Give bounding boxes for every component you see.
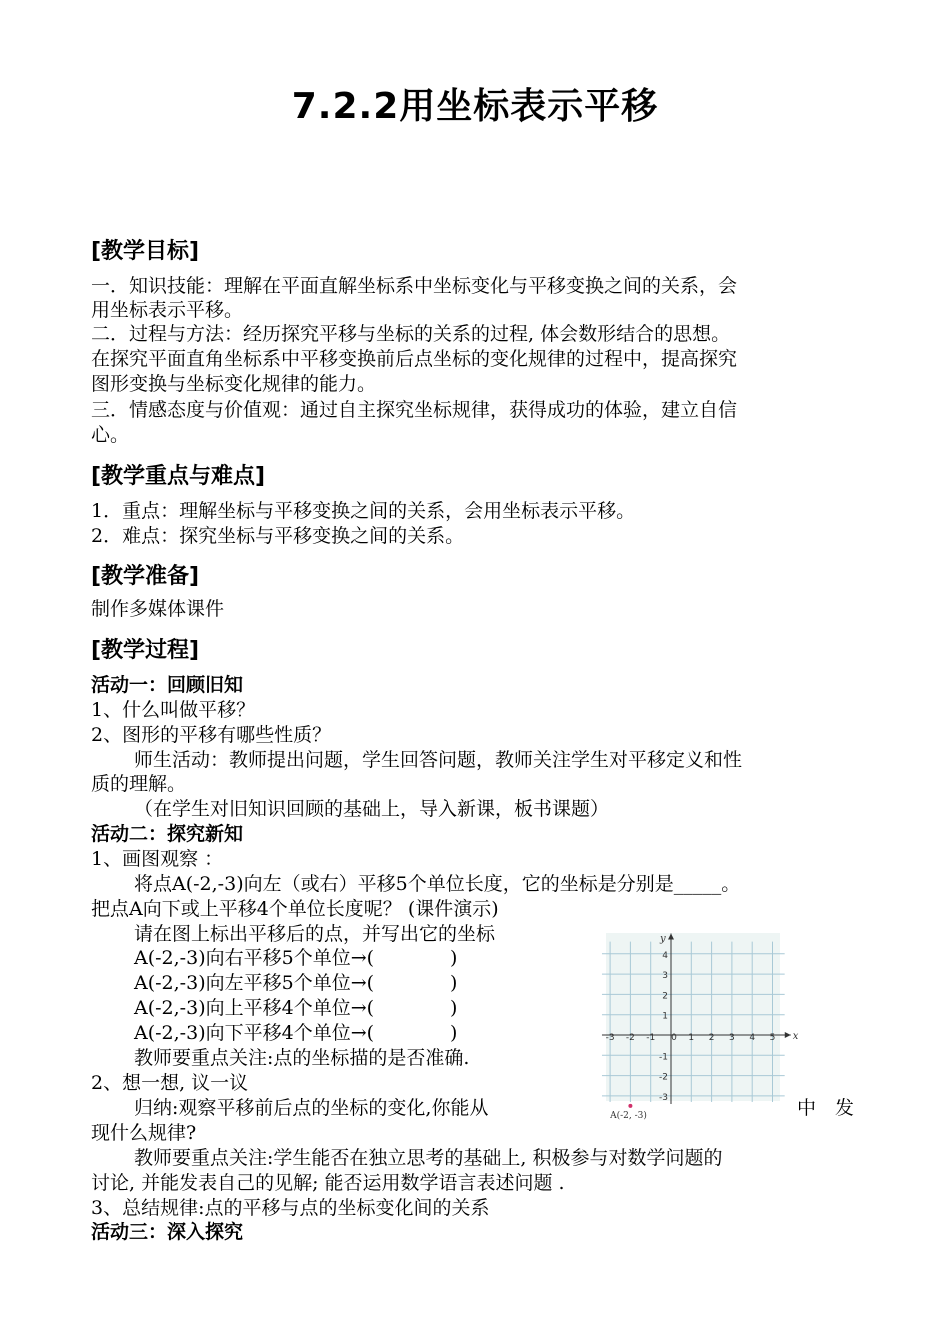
y-tick-label: -1: [659, 1052, 668, 1063]
prep-heading: [教学准备]: [91, 564, 200, 589]
activity2-line: 现什么规律?: [91, 1122, 197, 1144]
goals-line: 在探究平面直角坐标系中平移变换前后点坐标的变化规律的过程中，提高探究: [91, 348, 738, 370]
y-axis-label: y: [660, 933, 666, 945]
activity2-line: 请在图上标出平移后的点，并写出它的坐标: [134, 923, 496, 945]
activity2-line: A(-2,-3)向右平移5个单位→( ): [134, 947, 458, 969]
activity1-title: 活动一：回顾旧知: [91, 674, 244, 696]
x-tick-label: 1: [688, 1033, 695, 1043]
y-tick-label: 4: [662, 950, 668, 961]
activity2-line: 教师要重点关注:点的坐标描的是否准确.: [134, 1047, 470, 1069]
activity2-line: 归纳:观察平移前后点的坐标的变化,你能从: [134, 1097, 489, 1119]
activity2-line: 2、想一想, 议一议: [91, 1072, 249, 1094]
activity2-line: 3、总结规律:点的平移与点的坐标变化间的关系: [91, 1197, 490, 1219]
activity2-line: A(-2,-3)向下平移4个单位→( ): [134, 1022, 458, 1044]
activity2-line: 将点A(-2,-3)向左（或右）平移5个单位长度，它的坐标是分别是_____。: [134, 873, 741, 895]
x-axis-label: x: [792, 1031, 799, 1042]
goals-line: 三．情感态度与价值观：通过自主探究坐标规律，获得成功的体验，建立自信: [91, 399, 738, 421]
y-tick-label: 2: [662, 991, 668, 1002]
goals-line: 一．知识技能：理解在平面直解坐标系中坐标变化与平移变换之间的关系，会: [91, 275, 738, 297]
activity1-line: 师生活动：教师提出问题，学生回答问题，教师关注学生对平移定义和性: [134, 749, 743, 771]
x-tick-label: -1: [646, 1033, 656, 1043]
activity2-line: 讨论, 并能发表自己的见解; 能否运用数学语言表述问题 .: [91, 1172, 565, 1194]
goals-heading: [教学目标]: [91, 239, 200, 264]
activity2-line: A(-2,-3)向左平移5个单位→( ): [134, 972, 458, 994]
activity2-line: 教师要重点关注:学生能否在独立思考的基础上, 积极参与对数学问题的: [134, 1147, 723, 1169]
activity2-title: 活动二：探究新知: [91, 823, 244, 845]
goals-line: 心。: [91, 424, 130, 446]
prep-line: 制作多媒体课件: [91, 598, 225, 620]
x-tick-label: 0: [671, 1033, 677, 1043]
x-axis-arrow: [785, 1032, 791, 1038]
process-heading: [教学过程]: [91, 638, 200, 663]
x-tick-label: 2: [708, 1033, 715, 1043]
activity1-line: （在学生对旧知识回顾的基础上，导入新课，板书课题）: [134, 798, 610, 820]
activity1-line: 1、什么叫做平移？: [91, 699, 256, 721]
x-tick-label: 5: [769, 1033, 776, 1043]
y-tick-label: 3: [662, 971, 668, 982]
keypoints-heading: [教学重点与难点]: [91, 464, 266, 489]
keypoint-line: 2．难点：探究坐标与平移变换之间的关系。: [91, 525, 465, 547]
y-tick-label: -2: [659, 1072, 668, 1083]
point-a-label: A(-2, -3): [610, 1110, 647, 1121]
x-tick-label: -2: [625, 1033, 635, 1043]
x-tick-label: -3: [605, 1033, 615, 1043]
x-tick-label: 4: [749, 1033, 756, 1043]
y-tick-label: 1: [662, 1011, 668, 1022]
activity2-line: A(-2,-3)向上平移4个单位→( ): [134, 997, 458, 1019]
point-a: [628, 1104, 632, 1108]
activity2-line: 中 发: [797, 1097, 855, 1119]
goals-line: 用坐标表示平移。: [91, 299, 244, 321]
activity2-line: 1、画图观察 ：: [91, 848, 224, 870]
y-axis-arrow: [668, 934, 674, 940]
activity1-line: 2、图形的平移有哪些性质？: [91, 724, 332, 746]
activity1-line: 质的理解。: [91, 773, 187, 795]
coordinate-plane: [605, 933, 799, 1121]
coordinate-grid-figure: [605, 933, 799, 1121]
goals-line: 图形变换与坐标变化规律的能力。: [91, 373, 377, 395]
keypoint-line: 1．重点：理解坐标与平移变换之间的关系，会用坐标表示平移。: [91, 500, 636, 522]
page-title: 7.2.2用坐标表示平移: [291, 86, 659, 127]
goals-line: 二．过程与方法：经历探究平移与坐标的关系的过程, 体会数形结合的思想。: [91, 323, 731, 345]
activity2-line: 把点A向下或上平移4个单位长度呢？ (课件演示): [91, 898, 499, 920]
y-tick-label: -3: [659, 1092, 668, 1103]
activity3-title: 活动三：深入探究: [91, 1221, 244, 1243]
x-tick-label: 3: [729, 1033, 735, 1043]
